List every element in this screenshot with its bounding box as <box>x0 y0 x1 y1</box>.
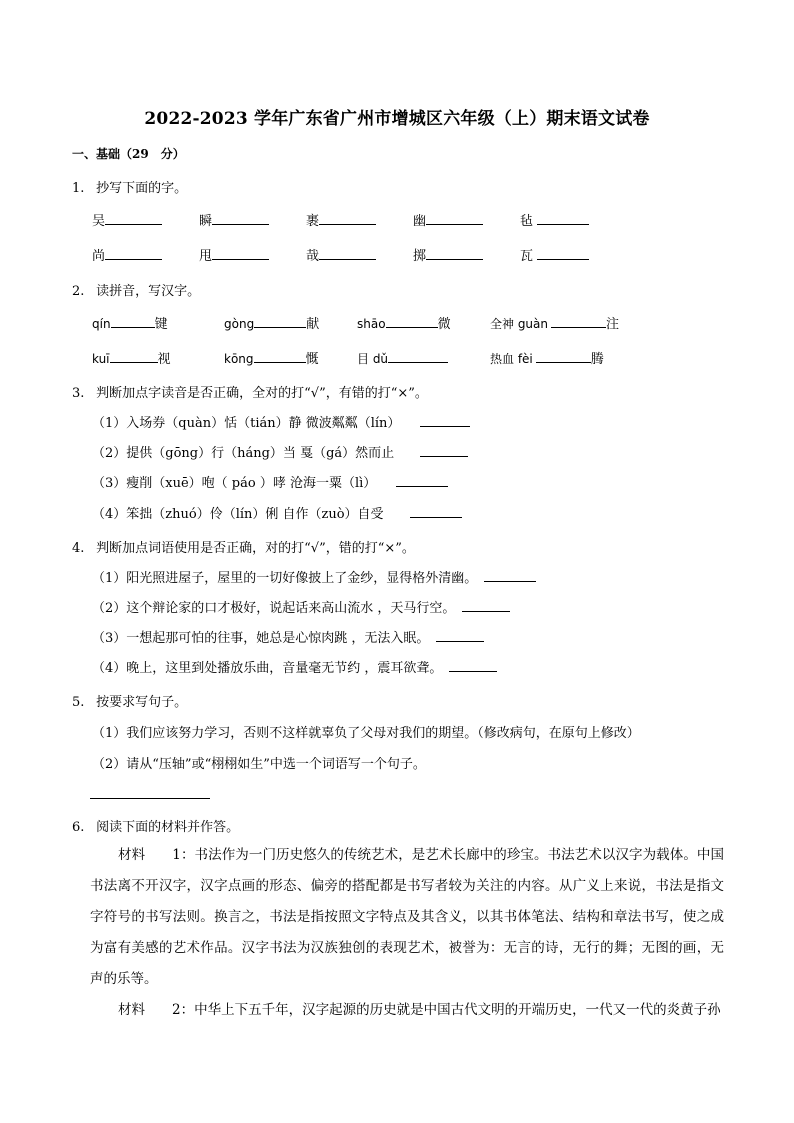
q3-item-4 <box>92 503 462 522</box>
sentence-answer-blank[interactable] <box>90 786 210 799</box>
copy-char: 尚 <box>92 249 106 264</box>
word-suffix: 慨 <box>305 352 319 367</box>
answer-blank[interactable] <box>319 247 376 260</box>
item-text: （3）一想起那可怕的往事，她总是心惊肉跳 ，无法入眠。 <box>92 631 423 646</box>
question-number: 3. <box>72 386 85 401</box>
pinyin-prompt: qín <box>92 317 111 331</box>
answer-blank[interactable] <box>254 315 306 328</box>
item-text: （1）阳光照进屋子，屋里的一切好像披上了金纱，显得格外清幽。 <box>92 571 471 586</box>
copy-char: 瞬 <box>199 214 213 229</box>
answer-blank[interactable] <box>111 315 155 328</box>
pinyin-prompt: kuī <box>92 352 110 366</box>
item-text: （2）这个辩论家的口才极好，说起话来高山流水 ，天马行空。 <box>92 601 449 616</box>
question-number: 4. <box>72 541 85 556</box>
copy-char-item <box>520 210 610 229</box>
question-text: 读拼音，写汉字。 <box>96 284 201 299</box>
answer-blank[interactable] <box>420 414 470 427</box>
copy-char-item <box>92 245 199 264</box>
pinyin-prompt: 全神 guàn <box>490 317 548 331</box>
pinyin-prompt: kōng <box>224 352 254 366</box>
question-text: 抄写下面的字。 <box>96 181 188 196</box>
question-5 <box>72 691 187 710</box>
question-text: 判断加点字读音是否正确，全对的打“√”，有错的打“×”。 <box>96 386 428 401</box>
item-text: （2）提供（gōng）行（háng）当 戛（gá）然而止 <box>92 446 395 461</box>
item-text: （4）笨拙（zhuó）伶（lín）俐 自作（zuò）自受 <box>92 507 384 522</box>
question-number: 1. <box>72 181 85 196</box>
q3-item-3 <box>92 472 448 491</box>
pinyin-prompt: shāo <box>357 317 386 331</box>
question-4 <box>72 537 415 556</box>
pinyin-prompt: gòng <box>224 317 255 331</box>
copy-char-item <box>199 245 306 264</box>
copy-char: 甩 <box>199 249 213 264</box>
pinyin-item <box>357 350 490 367</box>
copy-char: 掷 <box>413 249 427 264</box>
copy-char-item <box>520 245 610 264</box>
question-1 <box>72 177 187 196</box>
copy-char: 哉 <box>306 249 320 264</box>
answer-blank[interactable] <box>449 659 497 672</box>
answer-blank[interactable] <box>110 350 158 363</box>
pinyin-prompt: 热血 fèi <box>490 352 533 366</box>
question-number: 6. <box>72 820 85 835</box>
question-text: 阅读下面的材料并作答。 <box>96 820 240 835</box>
answer-blank[interactable] <box>386 315 438 328</box>
question-6 <box>72 816 239 835</box>
pinyin-item <box>224 313 357 332</box>
answer-blank[interactable] <box>105 247 162 260</box>
answer-blank[interactable] <box>410 505 462 518</box>
item-text: （1）入场券（quàn）恬（tián）静 微波粼粼（lín） <box>92 416 394 431</box>
item-text: （1）我们应该努力学习，否则不这样就辜负了父母对我们的期望。（修改病句，在原句上修改） <box>92 726 640 741</box>
answer-blank[interactable] <box>212 212 269 225</box>
item-text: （3）瘦削（xuē）咆（ páo ）哮 沧海一粟（lì） <box>92 476 370 491</box>
pinyin-item <box>224 348 357 367</box>
pinyin-item <box>357 313 490 332</box>
copy-char: 吴 <box>92 214 106 229</box>
pinyin-item <box>490 348 630 367</box>
copy-char: 裹 <box>306 214 320 229</box>
copy-char-row-2 <box>92 245 610 264</box>
answer-blank[interactable] <box>537 212 589 225</box>
copy-char-item <box>306 210 413 229</box>
answer-blank[interactable] <box>212 247 269 260</box>
answer-blank[interactable] <box>426 247 483 260</box>
q5-item-2 <box>92 753 426 772</box>
copy-char-item <box>306 245 413 264</box>
pinyin-prompt: 目 dǔ <box>357 352 389 366</box>
word-suffix: 键 <box>154 317 168 332</box>
answer-blank[interactable] <box>536 350 591 363</box>
answer-blank[interactable] <box>551 315 606 328</box>
question-3 <box>72 382 428 401</box>
pinyin-item <box>92 348 224 367</box>
q3-item-1 <box>92 412 470 431</box>
answer-blank[interactable] <box>537 247 589 260</box>
copy-char-item <box>92 210 199 229</box>
question-text: 判断加点词语使用是否正确，对的打“√”，错的打“×”。 <box>96 541 415 556</box>
copy-char: 毡 <box>520 214 534 229</box>
question-number: 5. <box>72 695 85 710</box>
word-suffix: 微 <box>437 317 451 332</box>
question-2 <box>72 280 200 299</box>
page-title: 2022-2023 学年广东省广州市增城区六年级（上）期末语文试卷 <box>144 109 650 129</box>
pinyin-row-1 <box>92 313 630 332</box>
answer-blank[interactable] <box>319 212 376 225</box>
copy-char: 幽 <box>413 214 427 229</box>
answer-blank[interactable] <box>426 212 483 225</box>
copy-char-item <box>199 210 306 229</box>
answer-blank[interactable] <box>254 350 306 363</box>
copy-char-item <box>413 210 520 229</box>
pinyin-row-2 <box>92 348 630 367</box>
material-2-paragraph: 材料 2：中华上下五千年，汉字起源的历史就是中国古代文明的开端历史，一代又一代的炎黄子孙 <box>118 1002 721 1018</box>
word-suffix: 腾 <box>590 352 604 367</box>
q4-item-2 <box>92 597 510 616</box>
answer-blank[interactable] <box>436 629 484 642</box>
q5-item-1 <box>92 722 640 741</box>
q4-item-4 <box>92 657 497 676</box>
question-number: 2. <box>72 284 85 299</box>
copy-char: 瓦 <box>520 249 534 264</box>
pinyin-item <box>92 313 224 332</box>
answer-blank[interactable] <box>420 444 468 457</box>
answer-blank[interactable] <box>462 599 510 612</box>
material-1-paragraph: 材料 1：书法作为一门历史悠久的传统艺术，是艺术长廊中的珍宝。书法艺术以汉字为载体。中国书法离不开汉字，汉字点画的形态、偏旁的搭配都是书写者较为关注的内容。从广义上来说，书法是指文字符号的书写法则。换言之，书法是指按照文字特点及其含义，以其书体笔法、结构和章法书写，使之成为富有美感的艺术作品。汉字书法为汉族独创的表现艺术，被誉为：无言的诗，无行的舞；无图的画，无声的乐等。 <box>90 847 724 987</box>
section-heading: 一、基础（29 分） <box>72 147 185 161</box>
answer-blank[interactable] <box>388 350 448 363</box>
copy-char-row-1 <box>92 210 610 229</box>
q3-item-2 <box>92 442 468 461</box>
word-suffix: 注 <box>606 317 620 332</box>
question-text: 按要求写句子。 <box>96 695 188 710</box>
item-text: （2）请从“压轴”或“栩栩如生”中选一个词语写一个句子。 <box>92 757 426 772</box>
answer-blank[interactable] <box>105 212 162 225</box>
q4-item-3 <box>92 627 484 646</box>
answer-blank[interactable] <box>396 474 448 487</box>
pinyin-item <box>490 313 630 332</box>
q4-item-1 <box>92 567 536 586</box>
word-suffix: 献 <box>306 317 320 332</box>
answer-blank[interactable] <box>484 569 536 582</box>
word-suffix: 视 <box>157 352 171 367</box>
copy-char-item <box>413 245 520 264</box>
item-text: （4）晚上，这里到处播放乐曲，音量毫无节约 ，震耳欲聋。 <box>92 661 436 676</box>
